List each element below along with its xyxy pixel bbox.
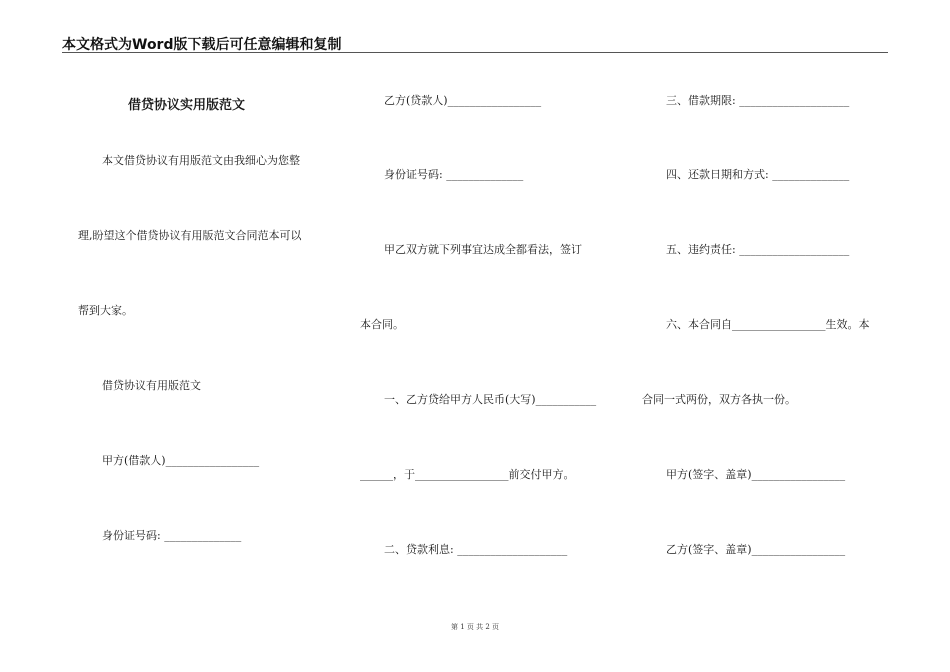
id-b-line: 身份证号码: ______________ [384, 168, 524, 181]
subtitle: 借贷协议有用版范文 [102, 379, 201, 392]
document-title: 借贷协议实用版范文 [128, 98, 246, 113]
clause-2-line: 二、贷款利息: ____________________ [384, 543, 568, 556]
document-header: 本文格式为Word版下载后可任意编辑和复制 [62, 37, 342, 53]
agreement-line-1: 甲乙双方就下列事宜达成全都看法，签订 [384, 243, 582, 256]
clause-3-line: 三、借款期限: ____________________ [666, 94, 850, 107]
sign-b-line: 乙方(签字、盖章)_________________ [666, 543, 846, 556]
intro-line-1: 本文借贷协议有用版范文由我细心为您整 [102, 154, 300, 167]
header-divider [62, 52, 888, 53]
agreement-line-2: 本合同。 [360, 318, 404, 331]
id-a-line: 身份证号码: ______________ [102, 529, 242, 542]
party-a-line: 甲方(借款人)_________________ [102, 454, 260, 467]
clause-5-line: 五、违约责任: ____________________ [666, 243, 850, 256]
clause-6-line-1: 六、本合同自_________________生效。本 [666, 318, 870, 331]
intro-line-2: 理,盼望这个借贷协议有用版范文合同范本可以 [78, 229, 302, 242]
party-b-line: 乙方(贷款人)_________________ [384, 94, 542, 107]
page-footer: 第 1 页 共 2 页 [450, 623, 500, 631]
clause-1-line-1: 一、乙方贷给甲方人民币(大写)___________ [384, 393, 597, 406]
clause-4-line: 四、还款日期和方式: ______________ [666, 168, 850, 181]
clause-6-line-2: 合同一式两份，双方各执一份。 [642, 393, 796, 406]
intro-line-3: 帮到大家。 [78, 304, 133, 317]
sign-a-line: 甲方(签字、盖章)_________________ [666, 468, 846, 481]
clause-1-line-2: ______，于_________________前交付甲方。 [360, 468, 575, 481]
